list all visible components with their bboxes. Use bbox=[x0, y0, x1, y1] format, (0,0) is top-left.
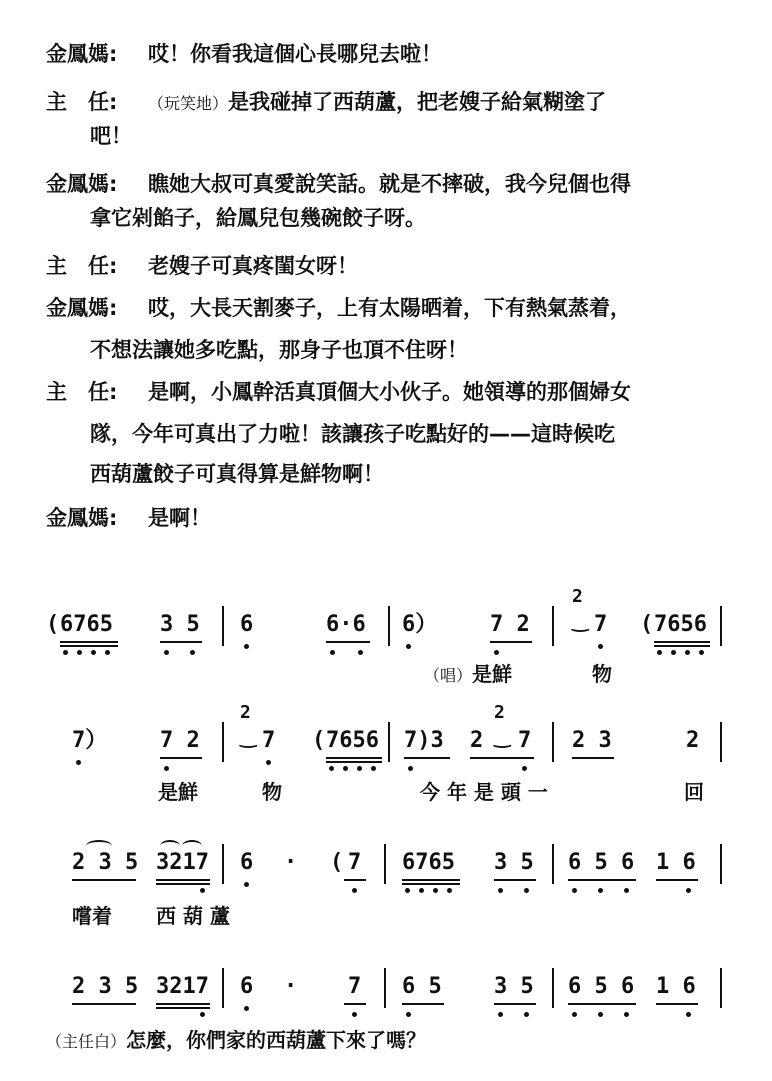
low-octave-dot bbox=[91, 650, 96, 655]
dialogue-text: 是我碰掉了西葫蘆，把老嫂子給氣糊塗了 bbox=[228, 90, 607, 114]
sing-marker: （唱） bbox=[424, 666, 473, 685]
speaker-marker: （主任白） bbox=[46, 1032, 127, 1051]
low-octave-dot bbox=[406, 1012, 411, 1017]
grace-note: 2 bbox=[572, 586, 583, 607]
beam bbox=[60, 645, 118, 647]
jianpu-note: 7） bbox=[72, 728, 108, 753]
low-octave-dot bbox=[405, 888, 410, 893]
low-octave-dot bbox=[498, 1012, 503, 1017]
barline bbox=[720, 722, 722, 762]
beam bbox=[156, 1003, 210, 1005]
beam bbox=[402, 883, 460, 885]
low-octave-dot bbox=[572, 1012, 577, 1017]
low-octave-dot bbox=[357, 766, 362, 771]
beam bbox=[160, 757, 202, 759]
low-octave-dot bbox=[447, 888, 452, 893]
jianpu-note-group: 6765 bbox=[60, 612, 113, 637]
jianpu-note-group: 2 3 5 bbox=[72, 850, 139, 875]
low-octave-dot bbox=[352, 888, 357, 893]
beam bbox=[490, 641, 532, 643]
low-octave-dot bbox=[244, 644, 249, 649]
jianpu-note-group: 7)3 bbox=[404, 728, 444, 753]
beam bbox=[402, 1003, 444, 1005]
beam bbox=[494, 879, 536, 881]
low-octave-dot bbox=[329, 766, 334, 771]
beam bbox=[344, 879, 366, 881]
jianpu-note-group: 3 5 bbox=[494, 974, 534, 999]
low-octave-dot bbox=[524, 1012, 529, 1017]
stage-direction: （玩笑地） bbox=[148, 94, 229, 113]
jianpu-note: 7 bbox=[518, 728, 532, 753]
low-octave-dot bbox=[63, 650, 68, 655]
low-octave-dot bbox=[494, 650, 499, 655]
grace-slur: ‿ bbox=[494, 724, 511, 748]
lyric: 嚐着 bbox=[72, 904, 112, 928]
low-octave-dot bbox=[200, 888, 205, 893]
beam bbox=[326, 757, 382, 759]
beam bbox=[60, 641, 118, 643]
beam bbox=[404, 757, 450, 759]
augmentation-dot: · bbox=[284, 974, 298, 999]
beam bbox=[656, 879, 698, 881]
grace-slur: ‿ bbox=[240, 724, 257, 748]
barline bbox=[222, 844, 224, 884]
jianpu-note: 2 bbox=[470, 728, 484, 753]
low-octave-dot bbox=[598, 888, 603, 893]
low-octave-dot bbox=[244, 1006, 249, 1011]
beam bbox=[402, 879, 460, 881]
low-octave-dot bbox=[190, 650, 195, 655]
barline bbox=[720, 606, 722, 646]
dialogue-line bbox=[148, 92, 606, 113]
lyric: 是鮮 bbox=[158, 780, 198, 804]
lyric bbox=[424, 664, 512, 684]
speaker-label: 金鳳媽: bbox=[46, 506, 118, 530]
dialogue-line: 是啊！ bbox=[148, 506, 211, 530]
jianpu-note: 7 bbox=[594, 612, 608, 637]
jianpu-note-group: 2 3 5 bbox=[72, 974, 139, 999]
speaker-label: 主 任: bbox=[46, 254, 118, 278]
dialogue-line: 哎，大長天割麥子，上有太陽晒着，下有熱氣蒸着， bbox=[148, 296, 631, 320]
lyric: 物 bbox=[592, 662, 612, 686]
low-octave-dot bbox=[686, 1012, 691, 1017]
jianpu-note-group: 2 3 bbox=[572, 728, 612, 753]
low-octave-dot bbox=[572, 888, 577, 893]
low-octave-dot bbox=[408, 766, 413, 771]
spoken-line bbox=[46, 1030, 426, 1050]
low-octave-dot bbox=[352, 1012, 357, 1017]
jianpu-note: 7 bbox=[262, 728, 276, 753]
speaker-label: 金鳳媽: bbox=[46, 42, 118, 66]
jianpu-note: 6 bbox=[240, 850, 254, 875]
low-octave-dot bbox=[624, 1012, 629, 1017]
dialogue-line: 老嫂子可真疼閨女呀！ bbox=[148, 254, 358, 278]
speaker-label: 主 任: bbox=[46, 90, 118, 114]
paren: ( bbox=[640, 612, 654, 637]
low-octave-dot bbox=[498, 888, 503, 893]
barline bbox=[384, 844, 386, 884]
speaker-label: 主 任: bbox=[46, 380, 118, 404]
low-octave-dot bbox=[433, 888, 438, 893]
beam bbox=[470, 757, 534, 759]
dialogue-line: 吧！ bbox=[90, 124, 132, 148]
dialogue-line: 瞧她大叔可真愛說笑話。就是不摔破，我今兒個也得 bbox=[148, 172, 631, 196]
barline bbox=[552, 968, 554, 1008]
jianpu-note-group: 3 5 bbox=[160, 612, 200, 637]
spoken-text: 怎麼，你們家的西葫蘆下來了嗎？ bbox=[126, 1028, 427, 1052]
beam bbox=[156, 879, 210, 881]
grace-note: 2 bbox=[494, 702, 505, 723]
beam bbox=[326, 761, 382, 763]
low-octave-dot bbox=[358, 650, 363, 655]
jianpu-note: 6 bbox=[240, 612, 254, 637]
jianpu-note: 6 bbox=[240, 974, 254, 999]
barline bbox=[222, 968, 224, 1008]
paren: ( bbox=[46, 612, 60, 637]
dialogue-line: 哎！你看我這個心長哪兒去啦！ bbox=[148, 42, 442, 66]
barline bbox=[552, 606, 554, 646]
jianpu-note: 6） bbox=[402, 612, 438, 637]
barline bbox=[720, 844, 722, 884]
jianpu-note-group: 1 6 bbox=[656, 974, 696, 999]
beam bbox=[156, 883, 210, 885]
beam bbox=[572, 757, 614, 759]
jianpu-note-group: 3217 bbox=[156, 850, 209, 875]
barline bbox=[384, 968, 386, 1008]
barline bbox=[552, 722, 554, 762]
dialogue-line: 不想法讓她多吃點，那身子也頂不住呀！ bbox=[90, 338, 468, 362]
jianpu-note-group: 3217 bbox=[156, 974, 209, 999]
barline bbox=[222, 722, 224, 762]
barline bbox=[720, 968, 722, 1008]
speaker-label: 金鳳媽: bbox=[46, 296, 118, 320]
low-octave-dot bbox=[76, 760, 81, 765]
jianpu-note: 7 bbox=[348, 974, 362, 999]
low-octave-dot bbox=[266, 760, 271, 765]
barline bbox=[388, 722, 390, 762]
jianpu-note-group: 6 5 6 bbox=[568, 974, 635, 999]
low-octave-dot bbox=[671, 650, 676, 655]
barline bbox=[388, 606, 390, 646]
jianpu-note-group: 6 5 6 bbox=[568, 850, 635, 875]
jianpu-note: 7 bbox=[348, 850, 362, 875]
low-octave-dot bbox=[699, 650, 704, 655]
low-octave-dot bbox=[105, 650, 110, 655]
low-octave-dot bbox=[244, 882, 249, 887]
jianpu-note-group: 6·6 bbox=[326, 612, 366, 637]
low-octave-dot bbox=[598, 1012, 603, 1017]
low-octave-dot bbox=[686, 888, 691, 893]
paren: ( bbox=[312, 728, 326, 753]
lyric: 回 bbox=[684, 780, 704, 804]
beam bbox=[568, 879, 636, 881]
lyric: 今 年 是 頭 一 bbox=[420, 780, 548, 804]
beam bbox=[656, 1003, 698, 1005]
jianpu-note-group: 6 5 bbox=[402, 974, 442, 999]
barline bbox=[222, 606, 224, 646]
barline bbox=[552, 844, 554, 884]
jianpu-note-group: 7656 bbox=[326, 728, 379, 753]
beam bbox=[654, 645, 710, 647]
low-octave-dot bbox=[419, 888, 424, 893]
low-octave-dot bbox=[200, 1012, 205, 1017]
speaker-label: 金鳳媽: bbox=[46, 172, 118, 196]
low-octave-dot bbox=[522, 766, 527, 771]
low-octave-dot bbox=[164, 766, 169, 771]
beam bbox=[326, 641, 370, 643]
low-octave-dot bbox=[343, 766, 348, 771]
low-octave-dot bbox=[657, 650, 662, 655]
beam bbox=[156, 1007, 210, 1009]
jianpu-note-group: 7 2 bbox=[160, 728, 200, 753]
low-octave-dot bbox=[624, 888, 629, 893]
dialogue-line: 拿它剁餡子，給鳳兒包幾碗餃子呀。 bbox=[90, 206, 426, 230]
jianpu-note-group: 6765 bbox=[402, 850, 455, 875]
low-octave-dot bbox=[524, 888, 529, 893]
beam bbox=[160, 641, 202, 643]
low-octave-dot bbox=[598, 644, 603, 649]
paren: ( bbox=[330, 850, 344, 875]
lyric: 西 葫 蘆 bbox=[156, 904, 230, 928]
lyric-text: 是鮮 bbox=[472, 662, 513, 686]
dialogue-line: 是啊，小鳳幹活真頂個大小伙子。她領導的那個婦女 bbox=[148, 380, 631, 404]
low-octave-dot bbox=[77, 650, 82, 655]
lyric: 物 bbox=[262, 780, 282, 804]
beam bbox=[72, 1003, 136, 1005]
jianpu-note-group: 7656 bbox=[654, 612, 707, 637]
augmentation-dot: · bbox=[284, 850, 298, 875]
dialogue-line: 西葫蘆餃子可真得算是鮮物啊！ bbox=[90, 462, 384, 486]
low-octave-dot bbox=[371, 766, 376, 771]
jianpu-note-group: 3 5 bbox=[494, 850, 534, 875]
beam bbox=[494, 1003, 536, 1005]
low-octave-dot bbox=[164, 650, 169, 655]
dialogue-line: 隊，今年可真出了力啦！該讓孩子吃點好的——這時候吃 bbox=[90, 422, 615, 446]
beam bbox=[344, 1003, 366, 1005]
jianpu-note-group: 7 2 bbox=[490, 612, 530, 637]
low-octave-dot bbox=[685, 650, 690, 655]
jianpu-note-group: 1 6 bbox=[656, 850, 696, 875]
beam bbox=[72, 879, 136, 881]
low-octave-dot bbox=[406, 644, 411, 649]
grace-note: 2 bbox=[240, 702, 251, 723]
grace-slur: ‿ bbox=[572, 608, 589, 632]
beam bbox=[568, 1003, 636, 1005]
beam bbox=[654, 641, 710, 643]
low-octave-dot bbox=[330, 650, 335, 655]
jianpu-note: 2 bbox=[686, 728, 700, 753]
